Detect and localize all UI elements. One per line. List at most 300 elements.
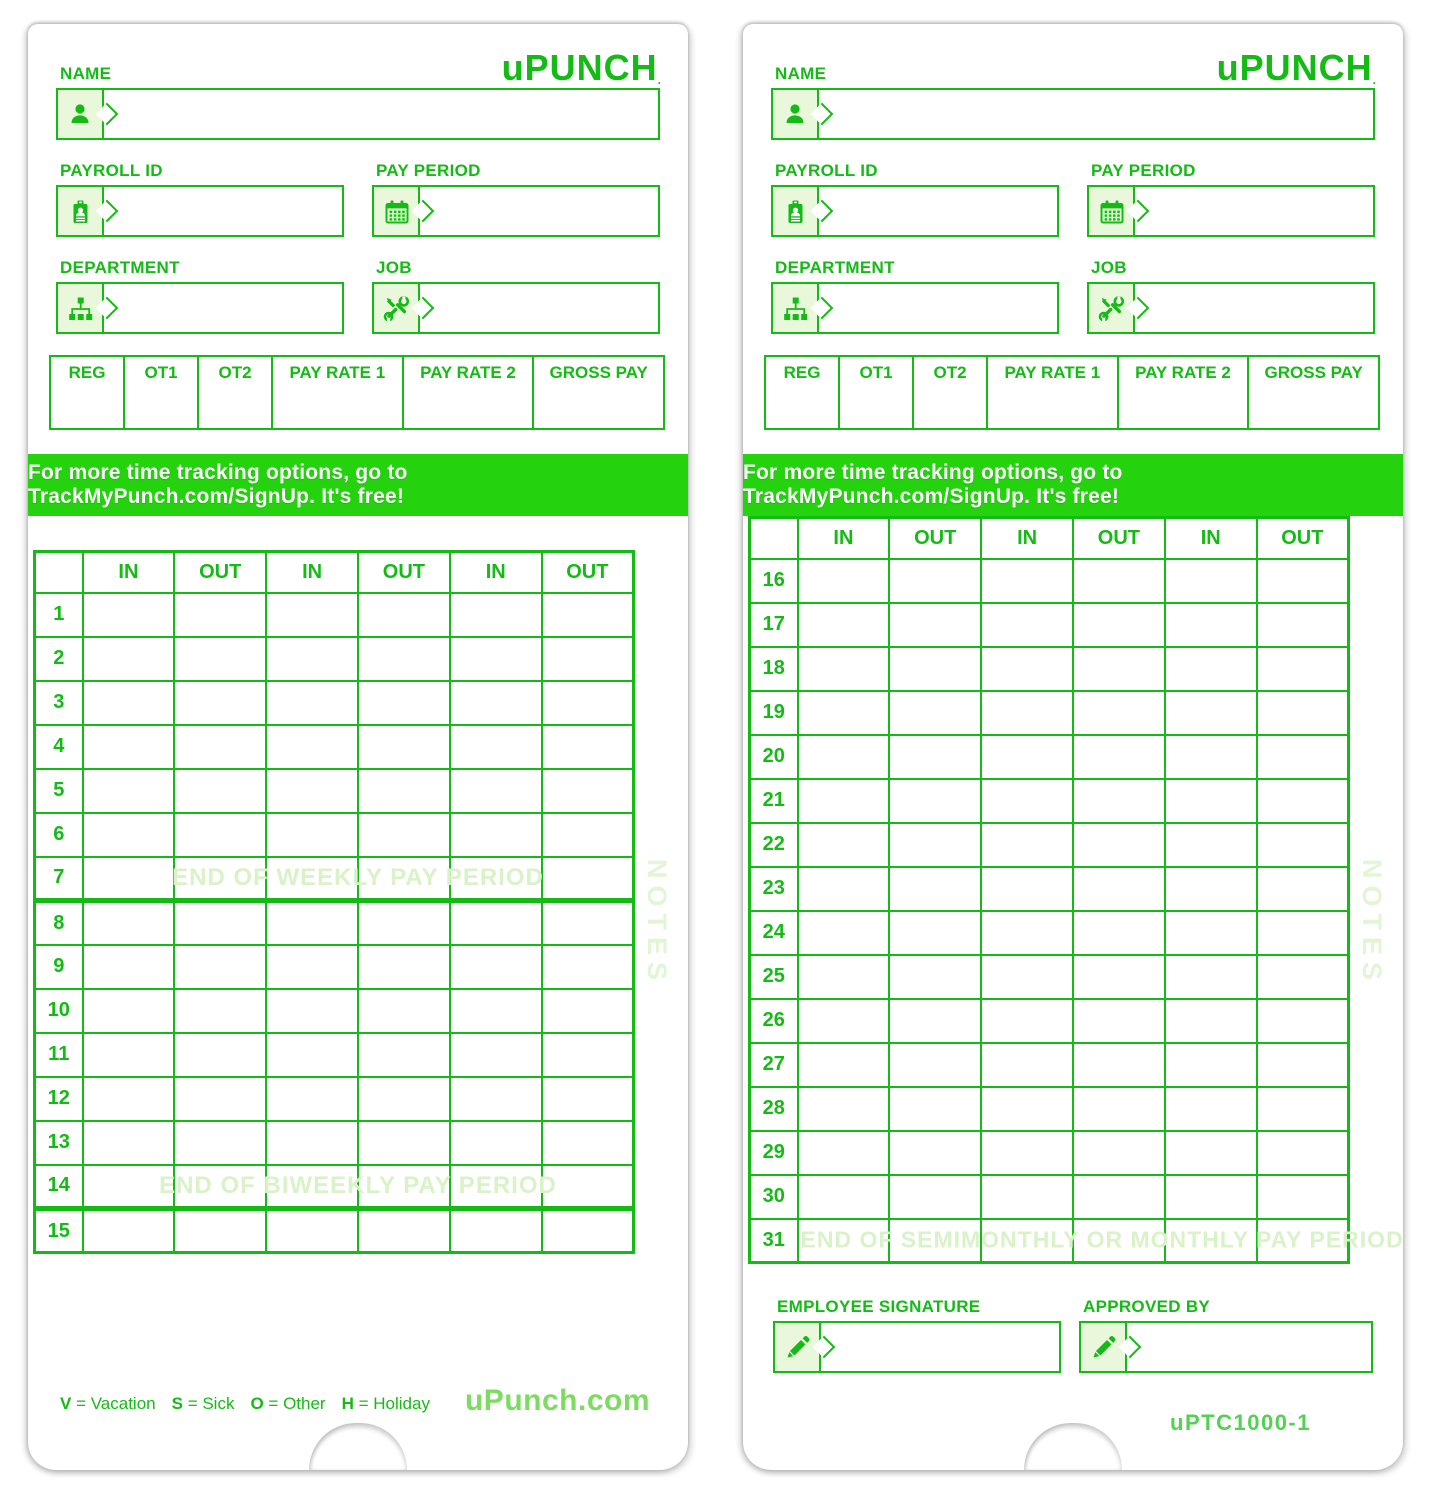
punch-cell[interactable]: [358, 1033, 450, 1077]
punch-cell[interactable]: [1165, 779, 1257, 823]
punch-cell[interactable]: [1165, 955, 1257, 999]
day-number: 24: [750, 911, 798, 955]
punch-cell[interactable]: [798, 1087, 890, 1131]
punch-cell[interactable]: [1073, 999, 1165, 1043]
summary-header-reg: REG: [766, 357, 840, 428]
column-header-out: OUT: [174, 552, 266, 593]
day-number: 28: [750, 1087, 798, 1131]
punch-cell[interactable]: [1165, 911, 1257, 955]
punch-row-12: [35, 1077, 634, 1121]
name-label: NAME: [775, 64, 827, 83]
punch-cell[interactable]: [266, 1121, 358, 1165]
day-number: 1: [35, 593, 83, 637]
punch-cell[interactable]: [542, 1165, 634, 1209]
punch-cell[interactable]: [889, 911, 981, 955]
column-header-out: OUT: [542, 552, 634, 593]
department-label: DEPARTMENT: [775, 258, 895, 277]
summary-header-gross-pay: GROSS PAY: [1264, 363, 1363, 382]
punch-cell[interactable]: [798, 1131, 890, 1175]
payroll-id-label: PAYROLL ID: [60, 161, 163, 180]
punch-row-9: [35, 945, 634, 989]
punch-cell[interactable]: [889, 823, 981, 867]
punch-cell[interactable]: [1073, 823, 1165, 867]
payroll-id-input[interactable]: [819, 187, 1057, 235]
punch-cell[interactable]: [174, 813, 266, 857]
punch-row-13: [35, 1121, 634, 1165]
punch-cell[interactable]: [981, 735, 1073, 779]
punch-cell[interactable]: [889, 955, 981, 999]
legend-item-vacation: V = Vacation: [60, 1394, 156, 1413]
punch-cell[interactable]: [889, 735, 981, 779]
payroll-id-input[interactable]: [104, 187, 342, 235]
day-number: 10: [35, 989, 83, 1033]
punch-cell[interactable]: [266, 769, 358, 813]
column-header-out: OUT: [1073, 518, 1165, 559]
punch-cell[interactable]: [1257, 603, 1349, 647]
day-number: 31: [750, 1219, 798, 1263]
punch-cell[interactable]: [889, 1219, 981, 1263]
punch-cell[interactable]: [1165, 1131, 1257, 1175]
punch-cell[interactable]: [358, 1209, 450, 1253]
department-input[interactable]: [819, 284, 1057, 332]
punch-cell[interactable]: [174, 681, 266, 725]
pay-summary-table: [764, 355, 1380, 430]
job-input[interactable]: [420, 284, 658, 332]
punch-cell[interactable]: [174, 593, 266, 637]
punch-cell[interactable]: [889, 867, 981, 911]
punch-cell[interactable]: [1257, 999, 1349, 1043]
punch-cell[interactable]: [83, 945, 175, 989]
punch-cell[interactable]: [1073, 1043, 1165, 1087]
punch-row-16: [750, 559, 1349, 603]
day-column-header: [750, 518, 798, 559]
punch-cell[interactable]: [1257, 955, 1349, 999]
punch-cell[interactable]: [1073, 735, 1165, 779]
punch-cell[interactable]: [450, 901, 542, 945]
day-number: 15: [35, 1209, 83, 1253]
punch-cell[interactable]: [83, 813, 175, 857]
column-header-in: IN: [266, 552, 358, 593]
punch-cell[interactable]: [1165, 1043, 1257, 1087]
punch-cell[interactable]: [174, 725, 266, 769]
punch-cell[interactable]: [450, 813, 542, 857]
punch-cell[interactable]: [542, 945, 634, 989]
column-header-in: IN: [981, 518, 1073, 559]
punch-cell[interactable]: [542, 593, 634, 637]
punch-cell[interactable]: [83, 681, 175, 725]
punch-cell[interactable]: [1165, 867, 1257, 911]
punch-cell[interactable]: [450, 637, 542, 681]
punch-cell[interactable]: [266, 593, 358, 637]
upunch-logo: uPUNCH.: [1216, 47, 1377, 88]
punch-cell[interactable]: [1165, 735, 1257, 779]
punch-cell[interactable]: [174, 1077, 266, 1121]
punch-cell[interactable]: [358, 593, 450, 637]
punch-cell[interactable]: [1257, 647, 1349, 691]
punch-cell[interactable]: [358, 901, 450, 945]
punch-cell[interactable]: [1073, 691, 1165, 735]
punch-cell[interactable]: [798, 1175, 890, 1219]
punch-cell[interactable]: [358, 1121, 450, 1165]
punch-cell[interactable]: [1257, 691, 1349, 735]
punch-cell[interactable]: [798, 911, 890, 955]
punch-cell[interactable]: [1165, 999, 1257, 1043]
punch-table: [33, 550, 635, 1254]
punch-cell[interactable]: [450, 1033, 542, 1077]
punch-cell[interactable]: [450, 681, 542, 725]
day-number: 4: [35, 725, 83, 769]
day-number: 29: [750, 1131, 798, 1175]
punch-cell[interactable]: [889, 559, 981, 603]
punch-cell[interactable]: [798, 1219, 1404, 1263]
punch-cell[interactable]: [450, 857, 542, 901]
punch-cell[interactable]: [1257, 735, 1349, 779]
punch-cell[interactable]: [358, 945, 450, 989]
day-number: 17: [750, 603, 798, 647]
department-label: DEPARTMENT: [60, 258, 180, 277]
punch-row-27: [750, 1043, 1349, 1087]
day-number: 9: [35, 945, 83, 989]
punch-cell[interactable]: [266, 1033, 358, 1077]
punch-cell[interactable]: [358, 857, 450, 901]
punch-cell[interactable]: [798, 779, 890, 823]
employee-signature-input[interactable]: [821, 1323, 1059, 1371]
punch-cell[interactable]: [83, 1165, 557, 1209]
punch-cell[interactable]: [266, 725, 358, 769]
employee-signature-field: [773, 1321, 1061, 1373]
punch-cell[interactable]: [1257, 867, 1349, 911]
punch-row-28: [750, 1087, 1349, 1131]
punch-cell[interactable]: [174, 637, 266, 681]
day-number: 16: [750, 559, 798, 603]
punch-cell[interactable]: [1165, 1219, 1257, 1263]
punch-row-11: [35, 1033, 634, 1077]
punch-cell[interactable]: [798, 955, 890, 999]
approved-by-field: [1079, 1321, 1373, 1373]
punch-cell[interactable]: [1165, 1175, 1257, 1219]
summary-header-pay-rate-2: PAY RATE 2: [404, 357, 535, 428]
punch-cell[interactable]: [542, 857, 634, 901]
punch-cell[interactable]: [1257, 1043, 1349, 1087]
punch-cell[interactable]: [174, 1165, 266, 1209]
punch-cell[interactable]: [358, 681, 450, 725]
punch-cell[interactable]: [266, 945, 358, 989]
punch-cell[interactable]: [542, 725, 634, 769]
punch-cell[interactable]: [542, 813, 634, 857]
punch-cell[interactable]: [798, 559, 890, 603]
punch-cell[interactable]: [174, 857, 266, 901]
notes-label: NOTES: [642, 859, 672, 988]
punch-cell[interactable]: [83, 989, 175, 1033]
column-header-out: OUT: [358, 552, 450, 593]
punch-cell[interactable]: [83, 769, 175, 813]
punch-cell[interactable]: [1073, 955, 1165, 999]
day-number: 14: [35, 1165, 83, 1209]
punch-cell[interactable]: [358, 637, 450, 681]
punch-cell[interactable]: [981, 1175, 1073, 1219]
department-field: [771, 282, 1059, 334]
punch-cell[interactable]: [981, 1043, 1073, 1087]
day-number: 6: [35, 813, 83, 857]
department-input[interactable]: [104, 284, 342, 332]
punch-row-5: [35, 769, 634, 813]
punch-row-31: [750, 1219, 1349, 1263]
punch-cell[interactable]: [83, 857, 544, 901]
punch-cell[interactable]: [358, 769, 450, 813]
model-number: uPTC1000-1: [1170, 1410, 1311, 1435]
punch-cell[interactable]: [798, 603, 890, 647]
job-input[interactable]: [1135, 284, 1373, 332]
punch-cell[interactable]: [981, 1131, 1073, 1175]
punch-cell[interactable]: [1165, 647, 1257, 691]
punch-cell[interactable]: [1257, 911, 1349, 955]
upunch-logo: uPUNCH.: [501, 47, 662, 88]
punch-cell[interactable]: [1257, 1219, 1349, 1263]
punch-cell[interactable]: [266, 1077, 358, 1121]
pay-period-watermark: END OF WEEKLY PAY PERIOD: [172, 863, 544, 891]
punch-row-2: [35, 637, 634, 681]
payroll-id-label: PAYROLL ID: [775, 161, 878, 180]
punch-cell[interactable]: [1257, 1131, 1349, 1175]
punch-cell[interactable]: [1073, 1087, 1165, 1131]
punch-cell[interactable]: [83, 593, 175, 637]
punch-cell[interactable]: [542, 1209, 634, 1253]
summary-header-pay-rate-1: PAY RATE 1: [273, 357, 404, 428]
day-number: 20: [750, 735, 798, 779]
punch-cell[interactable]: [1073, 1131, 1165, 1175]
punch-cell[interactable]: [542, 681, 634, 725]
summary-header-ot1: OT1: [840, 357, 914, 428]
punch-cell[interactable]: [174, 769, 266, 813]
punch-cell[interactable]: [981, 823, 1073, 867]
payroll-id-field: [56, 185, 344, 237]
punch-cell[interactable]: [1073, 867, 1165, 911]
punch-cell[interactable]: [981, 1219, 1073, 1263]
summary-header-reg: REG: [51, 357, 125, 428]
punch-cell[interactable]: [542, 1033, 634, 1077]
punch-row-24: [750, 911, 1349, 955]
pay-period-label: PAY PERIOD: [376, 161, 481, 180]
punch-cell[interactable]: [542, 637, 634, 681]
punch-row-29: [750, 1131, 1349, 1175]
punch-cell[interactable]: [542, 989, 634, 1033]
punch-cell[interactable]: [981, 647, 1073, 691]
punch-cell[interactable]: [1257, 559, 1349, 603]
punch-cell[interactable]: [1073, 1219, 1165, 1263]
punch-cell[interactable]: [798, 691, 890, 735]
punch-cell[interactable]: [798, 1043, 890, 1087]
punch-cell[interactable]: [981, 1087, 1073, 1131]
summary-header-pay-rate-2: PAY RATE 2: [1119, 357, 1250, 428]
punch-cell[interactable]: [889, 1131, 981, 1175]
punch-row-6: [35, 813, 634, 857]
punch-cell[interactable]: [450, 1165, 542, 1209]
punch-cell[interactable]: [266, 637, 358, 681]
punch-cell[interactable]: [981, 559, 1073, 603]
punch-row-19: [750, 691, 1349, 735]
day-number: 8: [35, 901, 83, 945]
punch-cell[interactable]: [83, 1077, 175, 1121]
punch-cell[interactable]: [174, 1033, 266, 1077]
day-number: 19: [750, 691, 798, 735]
punch-cell[interactable]: [1257, 1175, 1349, 1219]
punch-row-18: [750, 647, 1349, 691]
punch-cell[interactable]: [981, 867, 1073, 911]
punch-cell[interactable]: [1165, 691, 1257, 735]
time-card-front: [28, 24, 688, 1470]
punch-cell[interactable]: [174, 1209, 266, 1253]
notes-label: NOTES: [1357, 859, 1387, 988]
summary-header-gross-pay: GROSS PAY: [549, 363, 648, 382]
punch-cell[interactable]: [266, 901, 358, 945]
punch-row-1: [35, 593, 634, 637]
punch-cell[interactable]: [83, 1033, 175, 1077]
punch-cell[interactable]: [1073, 779, 1165, 823]
punch-cell[interactable]: [266, 813, 358, 857]
pay-period-input[interactable]: [420, 187, 658, 235]
punch-cell[interactable]: [174, 945, 266, 989]
punch-row-26: [750, 999, 1349, 1043]
punch-cell[interactable]: [1257, 823, 1349, 867]
punch-cell[interactable]: [266, 681, 358, 725]
day-column-header: [35, 552, 83, 593]
name-label: NAME: [60, 64, 112, 83]
punch-cell[interactable]: [83, 637, 175, 681]
promo-banner: For more time tracking options, go to TrackMyPunch.com/SignUp. It's free!: [28, 454, 688, 516]
punch-cell[interactable]: [174, 1121, 266, 1165]
approved-by-input[interactable]: [1127, 1323, 1371, 1371]
punch-cell[interactable]: [798, 867, 890, 911]
punch-cell[interactable]: [358, 1165, 450, 1209]
punch-cell[interactable]: [450, 989, 542, 1033]
punch-cell[interactable]: [174, 901, 266, 945]
punch-cell[interactable]: [174, 989, 266, 1033]
punch-cell[interactable]: [1073, 559, 1165, 603]
punch-cell[interactable]: [542, 1121, 634, 1165]
punch-cell[interactable]: [889, 1175, 981, 1219]
punch-cell[interactable]: [981, 911, 1073, 955]
punch-row-17: [750, 603, 1349, 647]
card-notch: [1024, 1423, 1122, 1470]
punch-cell[interactable]: [450, 593, 542, 637]
punch-cell[interactable]: [542, 1077, 634, 1121]
punch-cell[interactable]: [981, 779, 1073, 823]
day-number: 22: [750, 823, 798, 867]
job-field: [372, 282, 660, 334]
pay-period-field: [372, 185, 660, 237]
punch-row-21: [750, 779, 1349, 823]
punch-cell[interactable]: [1165, 823, 1257, 867]
punch-cell[interactable]: [1073, 1175, 1165, 1219]
punch-cell[interactable]: [450, 1209, 542, 1253]
job-field: [1087, 282, 1375, 334]
punch-cell[interactable]: [266, 989, 358, 1033]
punch-row-8: [35, 901, 634, 945]
name-input[interactable]: [104, 90, 658, 138]
punch-cell[interactable]: [83, 1121, 175, 1165]
day-number: 18: [750, 647, 798, 691]
punch-cell[interactable]: [1073, 647, 1165, 691]
day-number: 30: [750, 1175, 798, 1219]
punch-cell[interactable]: [798, 647, 890, 691]
punch-cell[interactable]: [450, 1077, 542, 1121]
punch-cell[interactable]: [542, 901, 634, 945]
punch-cell[interactable]: [1073, 603, 1165, 647]
punch-cell[interactable]: [1073, 911, 1165, 955]
day-number: 26: [750, 999, 798, 1043]
punch-cell[interactable]: [889, 647, 981, 691]
punch-cell[interactable]: [889, 999, 981, 1043]
punch-row-25: [750, 955, 1349, 999]
punch-cell[interactable]: [1257, 1087, 1349, 1131]
punch-cell[interactable]: [266, 1165, 358, 1209]
punch-cell[interactable]: [83, 725, 175, 769]
punch-cell[interactable]: [798, 735, 890, 779]
pay-summary-table: [49, 355, 665, 430]
punch-cell[interactable]: [1257, 779, 1349, 823]
punch-row-15: [35, 1209, 634, 1253]
punch-cell[interactable]: [358, 813, 450, 857]
name-input[interactable]: [819, 90, 1373, 138]
day-number: 3: [35, 681, 83, 725]
time-card-back: [743, 24, 1403, 1470]
punch-cell[interactable]: [450, 725, 542, 769]
punch-cell[interactable]: [981, 691, 1073, 735]
pay-period-watermark: END OF SEMIMONTHLY OR MONTHLY PAY PERIOD: [800, 1226, 1404, 1253]
punch-cell[interactable]: [266, 857, 358, 901]
punch-cell[interactable]: [889, 1043, 981, 1087]
day-number: 7: [35, 857, 83, 901]
punch-cell[interactable]: [889, 691, 981, 735]
pay-period-watermark: END OF BIWEEKLY PAY PERIOD: [159, 1171, 557, 1199]
punch-cell[interactable]: [798, 999, 890, 1043]
punch-cell[interactable]: [889, 603, 981, 647]
punch-cell[interactable]: [889, 1087, 981, 1131]
punch-cell[interactable]: [450, 945, 542, 989]
punch-cell[interactable]: [889, 779, 981, 823]
payroll-id-field: [771, 185, 1059, 237]
punch-cell[interactable]: [358, 725, 450, 769]
name-field: [771, 88, 1375, 140]
punch-cell[interactable]: [981, 603, 1073, 647]
day-number: 23: [750, 867, 798, 911]
absence-legend: [60, 1394, 430, 1414]
pay-period-input[interactable]: [1135, 187, 1373, 235]
punch-cell[interactable]: [981, 999, 1073, 1043]
punch-cell[interactable]: [450, 769, 542, 813]
day-number: 13: [35, 1121, 83, 1165]
day-number: 11: [35, 1033, 83, 1077]
punch-cell[interactable]: [83, 901, 175, 945]
punch-cell[interactable]: [798, 823, 890, 867]
punch-cell[interactable]: [1165, 603, 1257, 647]
punch-cell[interactable]: [358, 1077, 450, 1121]
punch-cell[interactable]: [981, 955, 1073, 999]
punch-cell[interactable]: [358, 989, 450, 1033]
department-field: [56, 282, 344, 334]
column-header-in: IN: [450, 552, 542, 593]
punch-row-30: [750, 1175, 1349, 1219]
punch-cell[interactable]: [1165, 1087, 1257, 1131]
punch-cell[interactable]: [1165, 559, 1257, 603]
punch-cell[interactable]: [266, 1209, 358, 1253]
punch-cell[interactable]: [450, 1121, 542, 1165]
summary-header-ot1: OT1: [125, 357, 199, 428]
employee-signature-label: EMPLOYEE SIGNATURE: [777, 1297, 981, 1316]
day-number: 12: [35, 1077, 83, 1121]
punch-cell[interactable]: [83, 1209, 175, 1253]
punch-cell[interactable]: [542, 769, 634, 813]
